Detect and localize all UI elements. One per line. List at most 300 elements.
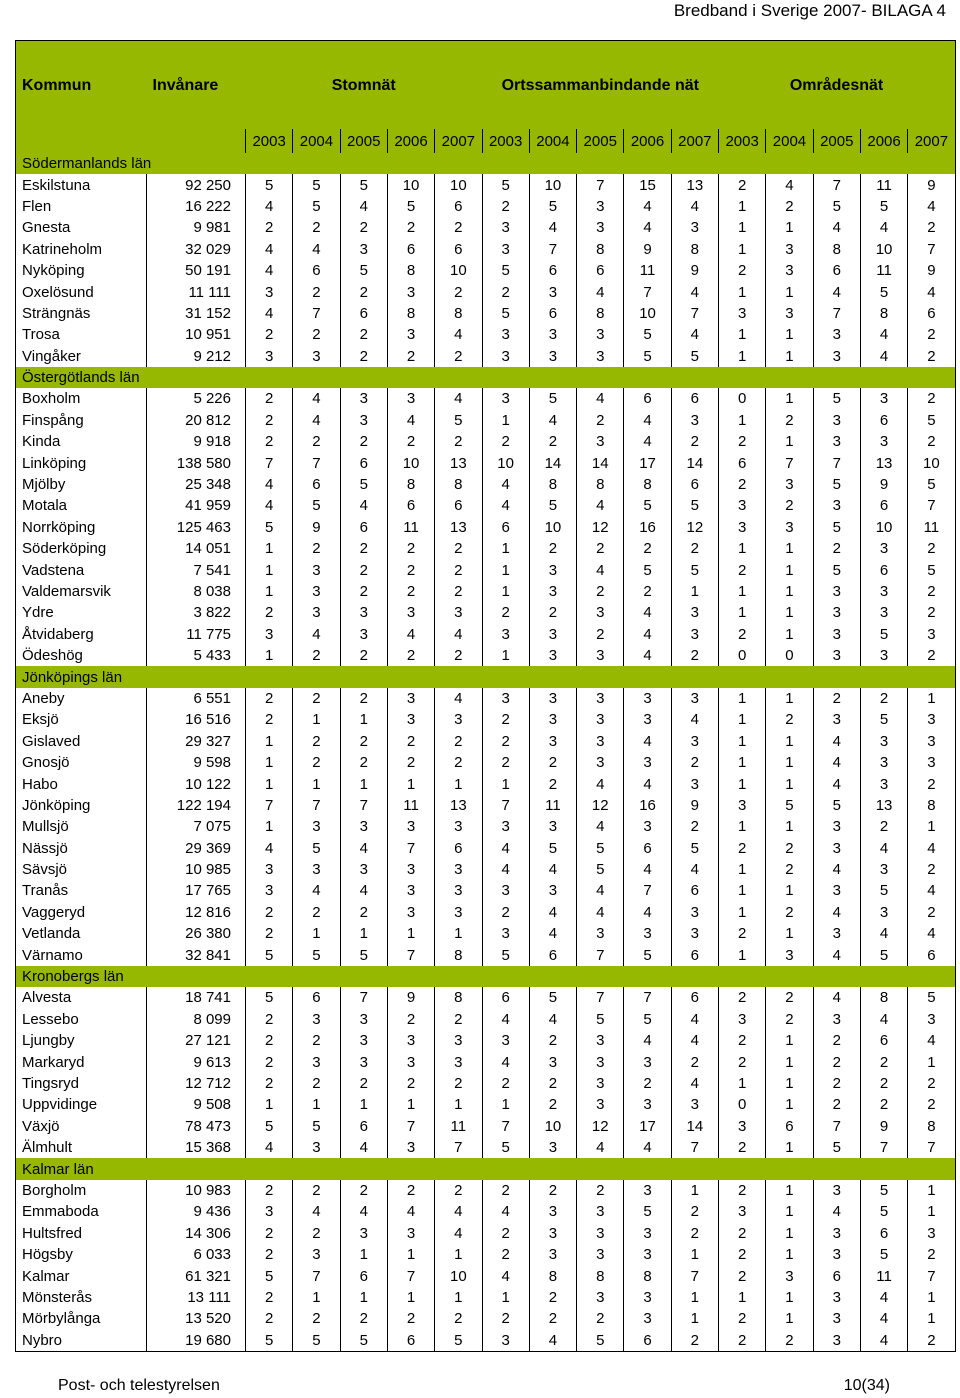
value-cell: 2 [860,1073,907,1094]
value-cell: 6 [860,410,907,431]
value-cell: 5 [577,1009,624,1030]
value-cell: 3 [766,260,813,281]
value-cell: 3 [813,624,860,645]
value-cell: 2 [719,923,766,944]
value-cell: 3 [387,709,434,730]
value-cell: 10 [860,239,907,260]
value-cell: 1 [387,923,434,944]
value-cell: 8 [435,944,482,965]
value-cell: 4 [624,410,671,431]
table-row [16,1201,956,1222]
value-cell: 2 [908,1094,955,1115]
value-cell: 3 [577,1073,624,1094]
value-cell: 5 [908,559,955,580]
value-cell: 4 [529,859,576,880]
value-cell: 2 [246,431,293,452]
value-cell: 4 [577,816,624,837]
value-cell: 11 [387,517,434,538]
value-cell: 2 [671,752,718,773]
value-cell: 7 [908,1137,955,1158]
value-cell: 3 [340,239,387,260]
value-cell: 6 [387,239,434,260]
value-cell: 3 [671,923,718,944]
invanare-cell: 32 841 [147,944,246,965]
value-cell: 2 [293,281,340,302]
value-cell: 3 [293,1009,340,1030]
value-cell: 2 [340,538,387,559]
value-cell: 1 [766,581,813,602]
year-header-cell: 2006 [387,129,434,153]
value-cell: 3 [340,602,387,623]
value-cell: 3 [908,1223,955,1244]
value-cell: 3 [293,1137,340,1158]
value-cell: 1 [340,1287,387,1308]
value-cell: 3 [671,773,718,794]
value-cell: 2 [435,559,482,580]
value-cell: 3 [529,324,576,345]
value-cell: 7 [246,795,293,816]
table-row [16,752,956,773]
value-cell: 7 [671,1137,718,1158]
value-cell: 8 [435,303,482,324]
value-cell: 5 [813,1137,860,1158]
value-cell: 5 [671,346,718,367]
value-cell: 5 [908,987,955,1008]
kommun-cell: Nässjö [22,839,68,857]
value-cell: 8 [577,474,624,495]
value-cell: 2 [435,645,482,666]
value-cell: 1 [766,1051,813,1072]
value-cell: 1 [671,1287,718,1308]
value-cell: 4 [577,388,624,409]
value-cell: 1 [719,902,766,923]
value-cell: 5 [860,944,907,965]
kommun-cell: Trosa [22,326,60,344]
value-cell: 5 [293,838,340,859]
col-header-kommun: Kommun [16,41,147,130]
table-row [16,1009,956,1030]
kommun-cell: Ödeshög [22,647,83,665]
value-cell: 4 [435,624,482,645]
value-cell: 8 [435,987,482,1008]
table-row [16,880,956,901]
value-cell: 2 [293,217,340,238]
value-cell: 3 [340,1223,387,1244]
value-cell: 1 [482,559,529,580]
value-cell: 4 [671,324,718,345]
invanare-cell: 9 436 [147,1201,246,1222]
value-cell: 1 [293,1094,340,1115]
value-cell: 2 [340,645,387,666]
value-cell: 2 [387,752,434,773]
value-cell: 2 [671,816,718,837]
value-cell: 5 [860,1201,907,1222]
kommun-cell: Värnamo [22,946,83,964]
value-cell: 7 [671,303,718,324]
kommun-cell: Gislaved [22,732,81,750]
year-header-blank [147,129,246,153]
value-cell: 3 [719,1116,766,1137]
value-cell: 3 [813,602,860,623]
value-cell: 1 [671,1180,718,1201]
value-cell: 5 [813,196,860,217]
table-row [16,795,956,816]
value-cell: 2 [246,688,293,709]
value-cell: 7 [624,281,671,302]
value-cell: 1 [482,410,529,431]
value-cell: 3 [577,1201,624,1222]
value-cell: 2 [387,1009,434,1030]
section-row [16,367,956,388]
invanare-cell: 7 541 [147,559,246,580]
invanare-cell: 8 099 [147,1009,246,1030]
value-cell: 1 [246,773,293,794]
value-cell: 1 [719,731,766,752]
value-cell: 11 [860,260,907,281]
value-cell: 4 [813,859,860,880]
value-cell: 3 [577,923,624,944]
value-cell: 1 [766,1223,813,1244]
value-cell: 3 [387,880,434,901]
value-cell: 9 [860,1116,907,1137]
value-cell: 1 [766,816,813,837]
footer-page-number: 10(34) [843,1377,890,1394]
value-cell: 2 [766,859,813,880]
value-cell: 1 [766,388,813,409]
value-cell: 3 [246,880,293,901]
value-cell: 2 [766,1329,813,1351]
value-cell: 3 [246,281,293,302]
table-row [16,1051,956,1072]
value-cell: 6 [624,1329,671,1351]
value-cell: 3 [860,602,907,623]
value-cell: 3 [387,281,434,302]
value-cell: 7 [813,1116,860,1137]
value-cell: 3 [293,581,340,602]
value-cell: 10 [435,174,482,195]
value-cell: 3 [435,859,482,880]
kommun-cell: Motala [22,497,68,515]
value-cell: 2 [624,538,671,559]
kommun-cell: Aneby [22,689,65,707]
value-cell: 4 [908,880,955,901]
value-cell: 4 [624,645,671,666]
table-row [16,281,956,302]
kommun-cell: Mönsterås [22,1288,93,1306]
value-cell: 3 [340,410,387,431]
value-cell: 1 [387,1094,434,1115]
value-cell: 2 [340,281,387,302]
value-cell: 2 [719,1329,766,1351]
value-cell: 2 [908,346,955,367]
value-cell: 1 [719,688,766,709]
kommun-cell: Hultsfred [22,1224,83,1242]
value-cell: 2 [813,1030,860,1051]
value-cell: 7 [624,880,671,901]
value-cell: 6 [387,495,434,516]
value-cell: 2 [482,902,529,923]
value-cell: 8 [624,1265,671,1286]
value-cell: 1 [766,624,813,645]
value-cell: 6 [340,517,387,538]
value-cell: 2 [340,346,387,367]
value-cell: 1 [482,773,529,794]
value-cell: 7 [860,1137,907,1158]
kommun-cell: Gnosjö [22,754,70,772]
value-cell: 4 [671,1009,718,1030]
invanare-cell: 13 111 [147,1287,246,1308]
invanare-cell: 12 712 [147,1073,246,1094]
value-cell: 1 [719,602,766,623]
value-cell: 1 [340,709,387,730]
value-cell: 1 [340,1244,387,1265]
value-cell: 2 [482,1308,529,1329]
value-cell: 3 [529,1223,576,1244]
value-cell: 5 [766,795,813,816]
year-header-cell: 2005 [577,129,624,153]
value-cell: 5 [577,859,624,880]
value-cell: 2 [387,645,434,666]
value-cell: 3 [387,902,434,923]
value-cell: 2 [577,1180,624,1201]
value-cell: 1 [719,709,766,730]
value-cell: 1 [671,1308,718,1329]
value-cell: 2 [813,538,860,559]
value-cell: 1 [435,1244,482,1265]
value-cell: 3 [482,217,529,238]
value-cell: 5 [624,1009,671,1030]
value-cell: 3 [293,559,340,580]
value-cell: 8 [577,239,624,260]
value-cell: 4 [387,624,434,645]
value-cell: 8 [624,474,671,495]
kommun-cell: Vadstena [22,561,85,579]
value-cell: 2 [293,1308,340,1329]
value-cell: 3 [624,1223,671,1244]
value-cell: 3 [766,517,813,538]
value-cell: 2 [435,1308,482,1329]
value-cell: 3 [577,217,624,238]
value-cell: 9 [387,987,434,1008]
value-cell: 2 [719,1180,766,1201]
table-row [16,388,956,409]
value-cell: 1 [435,1094,482,1115]
value-cell: 4 [246,239,293,260]
value-cell: 4 [860,324,907,345]
value-cell: 4 [860,1287,907,1308]
broadband-table-container [15,40,955,1352]
value-cell: 7 [671,1265,718,1286]
kommun-cell: Söderköping [22,540,107,558]
value-cell: 3 [908,624,955,645]
value-cell: 4 [577,902,624,923]
year-header-cell: 2007 [435,129,482,153]
kommun-cell: Norrköping [22,518,96,536]
value-cell: 3 [293,859,340,880]
invanare-cell: 14 051 [147,538,246,559]
value-cell: 2 [529,431,576,452]
value-cell: 5 [293,1116,340,1137]
value-cell: 3 [529,581,576,602]
value-cell: 4 [908,196,955,217]
invanare-cell: 50 191 [147,260,246,281]
value-cell: 4 [908,838,955,859]
value-cell: 1 [766,880,813,901]
value-cell: 3 [246,346,293,367]
value-cell: 3 [529,816,576,837]
value-cell: 16 [624,517,671,538]
value-cell: 4 [813,773,860,794]
table-row [16,944,956,965]
value-cell: 4 [482,838,529,859]
value-cell: 5 [293,1329,340,1351]
value-cell: 9 [293,517,340,538]
value-cell: 6 [529,303,576,324]
kommun-cell: Ydre [22,604,54,622]
kommun-cell: Tranås [22,882,69,900]
value-cell: 3 [435,1051,482,1072]
table-row [16,838,956,859]
year-header-cell: 2007 [671,129,718,153]
value-cell: 3 [860,645,907,666]
value-cell: 6 [482,517,529,538]
value-cell: 5 [624,1201,671,1222]
value-cell: 3 [908,752,955,773]
value-cell: 5 [813,559,860,580]
value-cell: 2 [719,624,766,645]
value-cell: 3 [387,324,434,345]
value-cell: 3 [577,731,624,752]
table-row [16,260,956,281]
value-cell: 3 [577,324,624,345]
invanare-cell: 16 516 [147,709,246,730]
table-row [16,559,956,580]
value-cell: 5 [860,281,907,302]
value-cell: 8 [387,474,434,495]
kommun-cell: Eskilstuna [22,176,91,194]
value-cell: 10 [435,260,482,281]
value-cell: 4 [293,410,340,431]
value-cell: 2 [482,731,529,752]
value-cell: 2 [435,281,482,302]
value-cell: 7 [482,795,529,816]
value-cell: 3 [387,388,434,409]
value-cell: 5 [246,987,293,1008]
value-cell: 10 [435,1265,482,1286]
value-cell: 3 [719,303,766,324]
value-cell: 0 [766,645,813,666]
value-cell: 12 [577,517,624,538]
value-cell: 2 [246,923,293,944]
kommun-cell: Växjö [22,1117,60,1135]
value-cell: 4 [577,281,624,302]
table-row [16,1030,956,1051]
value-cell: 3 [860,388,907,409]
table-row [16,645,956,666]
value-cell: 4 [482,474,529,495]
page-header: Bredband i Sverige 2007- BILAGA 4 [673,1,946,20]
value-cell: 4 [435,388,482,409]
value-cell: 1 [293,1287,340,1308]
value-cell: 10 [529,174,576,195]
kommun-cell: Habo [22,775,58,793]
value-cell: 2 [908,1329,955,1351]
value-cell: 4 [577,880,624,901]
value-cell: 4 [624,1137,671,1158]
value-cell: 2 [624,1073,671,1094]
value-cell: 3 [577,431,624,452]
value-cell: 6 [624,838,671,859]
value-cell: 3 [813,495,860,516]
header-row-years [16,129,956,153]
table-row [16,816,956,837]
value-cell: 2 [766,838,813,859]
value-cell: 1 [482,645,529,666]
kommun-cell: Vingåker [22,347,81,365]
value-cell: 5 [529,196,576,217]
kommun-cell: Högsby [22,1246,73,1264]
value-cell: 1 [246,645,293,666]
table-row [16,517,956,538]
value-cell: 3 [908,709,955,730]
year-header-cell: 2007 [908,129,955,153]
table-row [16,859,956,880]
value-cell: 7 [813,452,860,473]
value-cell: 3 [624,1244,671,1265]
value-cell: 6 [671,880,718,901]
table-row [16,1244,956,1265]
value-cell: 7 [293,303,340,324]
value-cell: 1 [482,1094,529,1115]
value-cell: 0 [719,1094,766,1115]
value-cell: 5 [246,1329,293,1351]
value-cell: 2 [766,196,813,217]
value-cell: 2 [908,217,955,238]
value-cell: 1 [766,1244,813,1265]
value-cell: 1 [766,1180,813,1201]
kommun-cell: Tingsryd [22,1074,79,1092]
value-cell: 2 [435,431,482,452]
value-cell: 2 [766,410,813,431]
value-cell: 2 [719,1030,766,1051]
value-cell: 3 [813,1009,860,1030]
value-cell: 8 [813,239,860,260]
value-cell: 4 [860,346,907,367]
value-cell: 2 [908,1073,955,1094]
value-cell: 3 [813,410,860,431]
value-cell: 1 [435,773,482,794]
value-cell: 3 [293,346,340,367]
value-cell: 0 [719,645,766,666]
value-cell: 2 [293,1073,340,1094]
value-cell: 8 [387,260,434,281]
value-cell: 2 [340,431,387,452]
value-cell: 1 [908,816,955,837]
invanare-cell: 10 951 [147,324,246,345]
value-cell: 7 [624,987,671,1008]
value-cell: 2 [908,324,955,345]
value-cell: 2 [908,1244,955,1265]
value-cell: 2 [246,1051,293,1072]
value-cell: 1 [719,346,766,367]
value-cell: 3 [482,1030,529,1051]
value-cell: 4 [813,752,860,773]
value-cell: 4 [435,1223,482,1244]
year-header-cell: 2006 [624,129,671,153]
value-cell: 2 [529,602,576,623]
value-cell: 3 [482,324,529,345]
value-cell: 7 [908,495,955,516]
